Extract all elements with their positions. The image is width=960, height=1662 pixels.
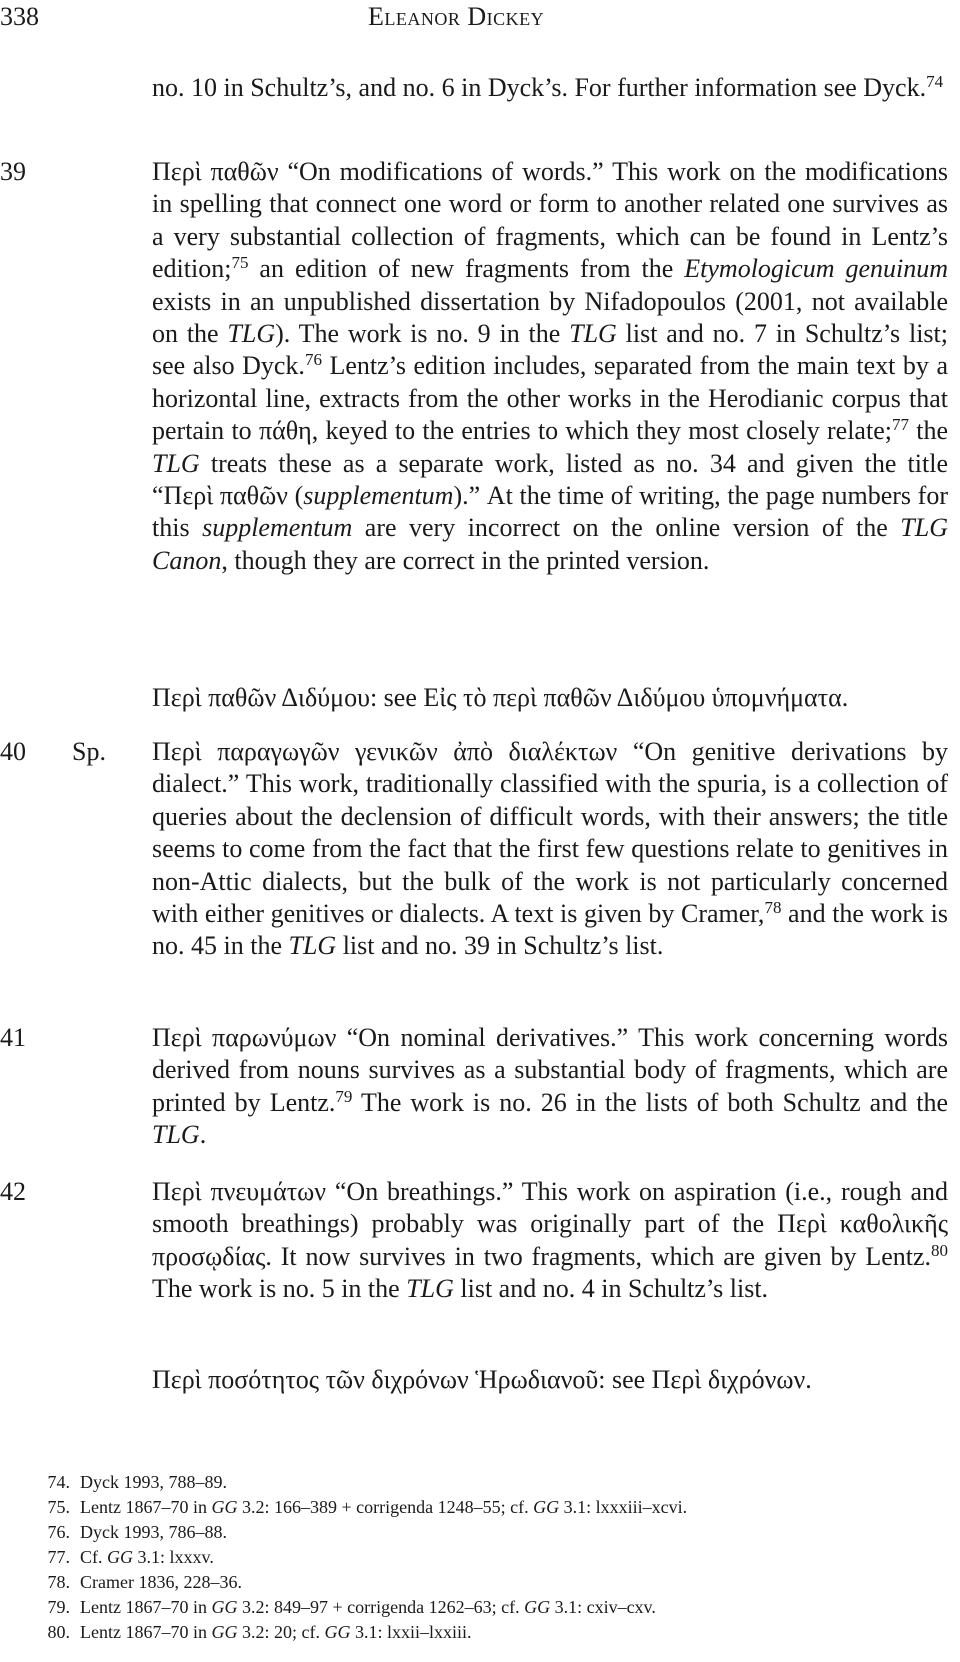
running-head: Eleanor Dickey bbox=[368, 2, 545, 31]
footnote-text: 3.2: 20; cf. bbox=[237, 1622, 325, 1642]
footnote-text: GG bbox=[533, 1497, 560, 1517]
footnote-ref: 80 bbox=[931, 1240, 948, 1260]
footnote-number: 74. bbox=[47, 1472, 70, 1492]
footnote-text: 3.1: lxxii–lxxiii. bbox=[350, 1622, 472, 1642]
entry-body: Περὶ παραγωγῶν γενικῶν ἀπὸ διαλέκτων “On genitive derivations by dialect.” This work, traditionally classified with the spuria, is a collection of queries about the declension of difficult words, with their answers; the title seems to come from the fact that the first few questions relate to genitives in non-Attic dialects, but the bulk of the work is not particularly concerned with either genitives or dialects. A text is given by Cramer,$^{78}$ and the work is no. 45 in the TLG list and no. 39 in Schultz’s list. bbox=[152, 737, 948, 961]
spurious-mark: Sp. bbox=[72, 737, 106, 766]
footnote-ref: 75 bbox=[231, 253, 249, 273]
footnote-text: Lentz 1867–70 in bbox=[80, 1597, 212, 1617]
footnote-number: 77. bbox=[47, 1547, 70, 1567]
footnote-text: 3.1: lxxxv. bbox=[133, 1547, 214, 1567]
footnotes bbox=[30, 1470, 930, 1645]
footnote-number: 80. bbox=[47, 1622, 70, 1642]
page-header bbox=[0, 0, 960, 34]
footnote-number: 75. bbox=[47, 1497, 70, 1517]
footnote bbox=[30, 1520, 930, 1545]
entry-body: Περὶ παθῶν “On modifications of words.” This work on the modifications in spelling that connect one word or form to another related one survives as a very substantial collection of fragments, which can be found in Lentz’s edition;$^{75}$ an edition of new fragments from the Etymologicum genuinum exists in an unpublished dissertation by Nifadopoulos (2001, not available on the TLG). The work is no. 9 in the TLG list and no. 7 in Schultz’s list; see also Dyck.$^{76}$ Lentz’s edition includes, separated from the main text by a horizontal line, extracts from the other works in the Herodianic corpus that pertain to πάθη, keyed to the entries to which they most closely relate;$^{77}$ the TLG treats these as a separate work, listed as no. 34 and given the title “Περὶ παθῶν (supplementum).” At the time of writing, the page numbers for this supplementum are very incorrect on the online version of the TLG Canon, though they are correct in the printed version. bbox=[152, 157, 948, 575]
footnote bbox=[30, 1470, 930, 1495]
footnote-ref: 79 bbox=[335, 1086, 353, 1106]
entry-number: 42 bbox=[0, 1177, 26, 1206]
entry-number: 40 bbox=[0, 737, 26, 766]
footnote-text: 3.1: lxxxiii–xcvi. bbox=[559, 1497, 688, 1517]
footnote bbox=[30, 1570, 930, 1595]
footnote-ref: 76 bbox=[304, 350, 322, 370]
page-number: 338 bbox=[0, 2, 39, 31]
cross-reference: Περὶ παθῶν Διδύμου: see Εἰς τὸ περὶ παθῶν Διδύμου ὑπομνήματα. bbox=[152, 683, 849, 712]
entry-body: no. 10 in Schultz’s, and no. 6 in Dyck’s. For further information see Dyck.$^{74}$ bbox=[152, 72, 944, 102]
footnote-number: 79. bbox=[47, 1597, 70, 1617]
footnote bbox=[30, 1620, 930, 1645]
footnote-ref: 74 bbox=[926, 72, 944, 91]
footnote bbox=[30, 1595, 930, 1620]
footnote-text: GG bbox=[211, 1497, 238, 1517]
footnote-text: Lentz 1867–70 in bbox=[80, 1622, 212, 1642]
footnote-ref: 77 bbox=[891, 415, 909, 435]
entry-body: Περὶ παρωνύμων “On nominal derivatives.” This work concerning words derived from nouns survives as a substantial body of fragments, which are printed by Lentz.$^{79}$ The work is no. 26 in the lists of both Schultz and the TLG. bbox=[152, 1023, 948, 1150]
footnote-text: GG bbox=[107, 1547, 133, 1567]
footnote-text: GG bbox=[211, 1622, 238, 1642]
footnote-text: GG bbox=[211, 1597, 238, 1617]
footnote-text: 3.2: 166–389 + corrigenda 1248–55; cf. bbox=[237, 1497, 534, 1517]
entry-number: 39 bbox=[0, 157, 26, 186]
footnote-text: Lentz 1867–70 in bbox=[80, 1497, 212, 1517]
footnote-ref: 78 bbox=[764, 898, 782, 918]
footnote-number: 76. bbox=[47, 1522, 70, 1542]
footnote-text: Cramer 1836, 228–36. bbox=[80, 1572, 242, 1592]
footnote bbox=[30, 1545, 930, 1570]
footnote-number: 78. bbox=[47, 1572, 70, 1592]
footnote-text: 3.2: 849–97 + corrigenda 1262–63; cf. bbox=[237, 1597, 525, 1617]
footnote-text: 3.1: cxiv–cxv. bbox=[550, 1597, 656, 1617]
entry-body: Περὶ πνευμάτων “On breathings.” This work on aspiration (i.e., rough and smooth breathings) probably was originally part of the Περὶ καθολικῆς προσῳδίας. It now survives in two fragments, which are given by Lentz.$^{80}$ The work is no. 5 in the TLG list and no. 4 in Schultz’s list. bbox=[152, 1177, 948, 1304]
footnote-text: Dyck 1993, 788–89. bbox=[80, 1472, 227, 1492]
entry-number: 41 bbox=[0, 1023, 26, 1052]
footnote-text: Dyck 1993, 786–88. bbox=[80, 1522, 227, 1542]
footnote-text: GG bbox=[324, 1622, 351, 1642]
footnote-text: GG bbox=[524, 1597, 551, 1617]
footnote bbox=[30, 1495, 930, 1520]
cross-reference: Περὶ ποσότητος τῶν διχρόνων Ἡρωδιανοῦ: see Περὶ διχρόνων. bbox=[152, 1365, 812, 1394]
footnote-text: Cf. bbox=[80, 1547, 107, 1567]
